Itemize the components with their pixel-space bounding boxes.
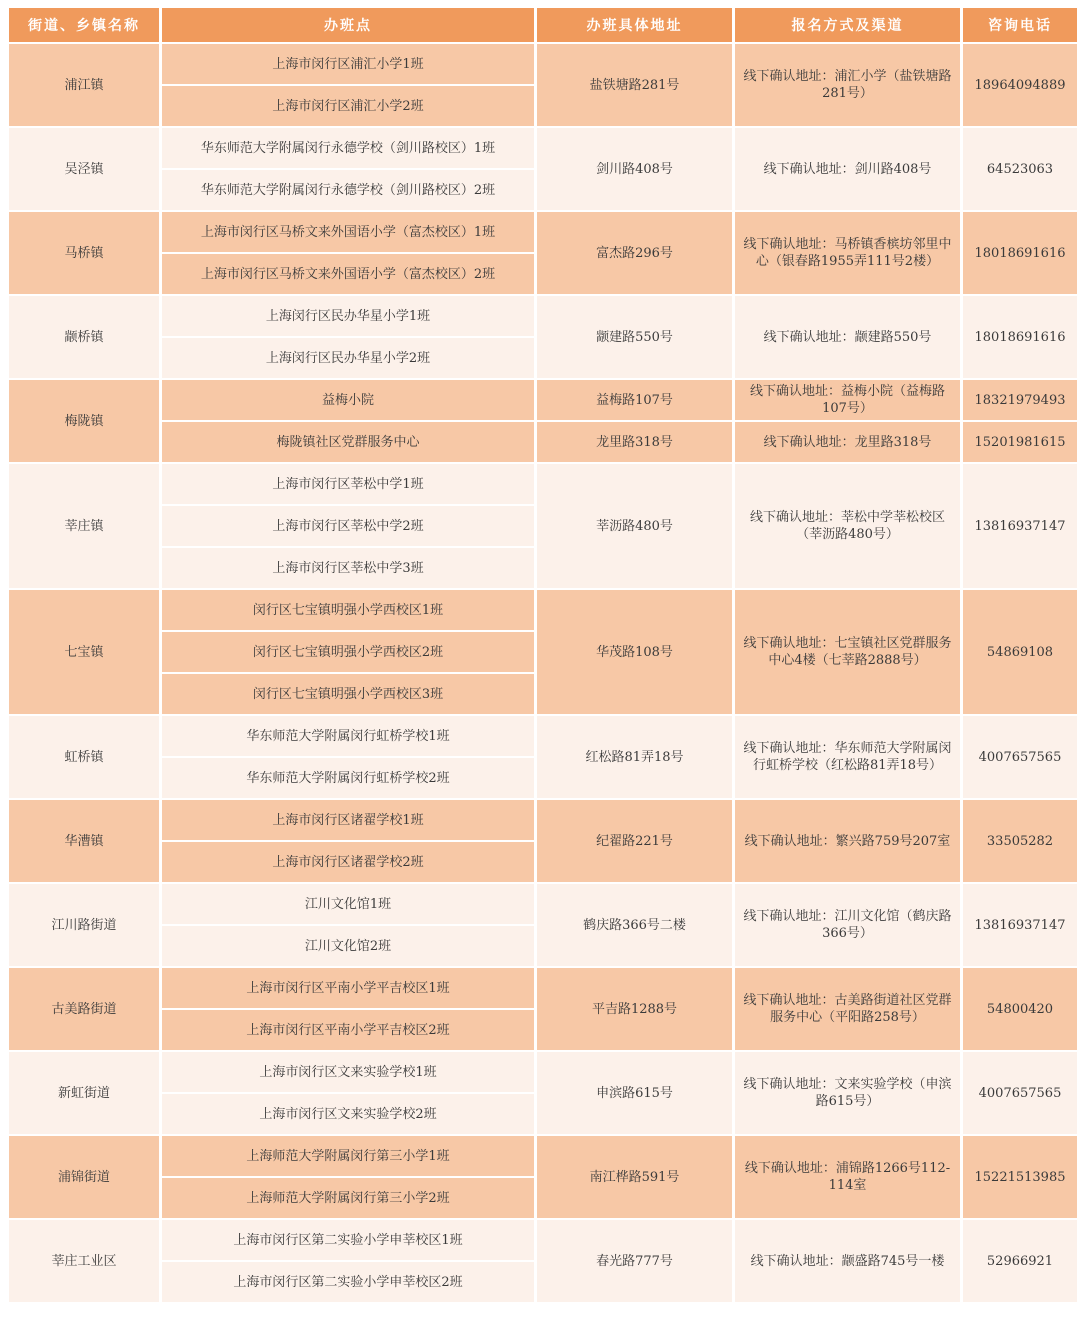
cell-site: 上海闵行区民办华星小学1班	[162, 296, 534, 336]
header-town: 街道、乡镇名称	[9, 8, 159, 42]
cell-site: 上海师范大学附属闵行第三小学2班	[162, 1178, 534, 1218]
cell-address: 纪翟路221号	[537, 800, 732, 882]
cell-signup: 线下确认地址：颛建路550号	[735, 296, 960, 378]
cell-signup: 线下确认地址：七宝镇社区党群服务中心4楼（七莘路2888号）	[735, 590, 960, 714]
cell-site: 华东师范大学附属闵行虹桥学校2班	[162, 758, 534, 798]
table-row	[9, 422, 1077, 462]
cell-town: 华漕镇	[9, 800, 159, 882]
cell-address: 南江桦路591号	[537, 1136, 732, 1218]
cell-town: 七宝镇	[9, 590, 159, 714]
cell-phone: 18321979493	[963, 380, 1077, 420]
table-row	[9, 128, 1077, 168]
cell-site: 梅陇镇社区党群服务中心	[162, 422, 534, 462]
cell-signup: 线下确认地址：马桥镇香槟坊邻里中心（银春路1955弄111号2楼）	[735, 212, 960, 294]
cell-site: 上海市闵行区平南小学平吉校区1班	[162, 968, 534, 1008]
cell-town: 新虹街道	[9, 1052, 159, 1134]
cell-site: 上海市闵行区诸翟学校1班	[162, 800, 534, 840]
cell-signup: 线下确认地址：剑川路408号	[735, 128, 960, 210]
table-row	[9, 590, 1077, 630]
table-body	[9, 44, 1077, 1302]
cell-site: 上海市闵行区平南小学平吉校区2班	[162, 1010, 534, 1050]
table-row	[9, 464, 1077, 504]
cell-site: 上海市闵行区莘松中学2班	[162, 506, 534, 546]
cell-phone: 54800420	[963, 968, 1077, 1050]
cell-phone: 52966921	[963, 1220, 1077, 1302]
cell-site: 江川文化馆2班	[162, 926, 534, 966]
cell-site: 上海市闵行区第二实验小学申莘校区2班	[162, 1262, 534, 1302]
header-signup: 报名方式及渠道	[735, 8, 960, 42]
cell-phone: 15201981615	[963, 422, 1077, 462]
cell-site: 江川文化馆1班	[162, 884, 534, 924]
cell-signup: 线下确认地址：浦锦路1266号112-114室	[735, 1136, 960, 1218]
cell-site: 上海闵行区民办华星小学2班	[162, 338, 534, 378]
cell-phone: 4007657565	[963, 1052, 1077, 1134]
cell-phone: 13816937147	[963, 464, 1077, 588]
cell-address: 剑川路408号	[537, 128, 732, 210]
cell-signup: 线下确认地址：颛盛路745号一楼	[735, 1220, 960, 1302]
table-row	[9, 380, 1077, 420]
cell-site: 上海市闵行区莘松中学3班	[162, 548, 534, 588]
cell-address: 鹤庆路366号二楼	[537, 884, 732, 966]
cell-town: 莘庄工业区	[9, 1220, 159, 1302]
class-registration-table	[6, 6, 1080, 1304]
cell-town: 颛桥镇	[9, 296, 159, 378]
cell-site: 华东师范大学附属闵行虹桥学校1班	[162, 716, 534, 756]
cell-phone: 64523063	[963, 128, 1077, 210]
cell-site: 上海市闵行区文来实验学校2班	[162, 1094, 534, 1134]
cell-town: 马桥镇	[9, 212, 159, 294]
cell-address: 盐铁塘路281号	[537, 44, 732, 126]
table-row	[9, 1136, 1077, 1176]
cell-signup: 线下确认地址：龙里路318号	[735, 422, 960, 462]
registration-table-container	[6, 6, 1074, 1304]
cell-signup: 线下确认地址：古美路街道社区党群服务中心（平阳路258号）	[735, 968, 960, 1050]
cell-site: 上海市闵行区浦汇小学2班	[162, 86, 534, 126]
table-row	[9, 968, 1077, 1008]
cell-site: 闵行区七宝镇明强小学西校区2班	[162, 632, 534, 672]
cell-address: 颛建路550号	[537, 296, 732, 378]
cell-phone: 15221513985	[963, 1136, 1077, 1218]
cell-town: 虹桥镇	[9, 716, 159, 798]
table-row	[9, 1220, 1077, 1260]
cell-phone: 4007657565	[963, 716, 1077, 798]
cell-address: 春光路777号	[537, 1220, 732, 1302]
header-phone: 咨询电话	[963, 8, 1077, 42]
table-row	[9, 884, 1077, 924]
cell-town: 梅陇镇	[9, 380, 159, 462]
cell-address: 华茂路108号	[537, 590, 732, 714]
cell-address: 平吉路1288号	[537, 968, 732, 1050]
table-row	[9, 212, 1077, 252]
cell-site: 上海市闵行区文来实验学校1班	[162, 1052, 534, 1092]
cell-town: 吴泾镇	[9, 128, 159, 210]
cell-address: 莘沥路480号	[537, 464, 732, 588]
cell-town: 浦锦街道	[9, 1136, 159, 1218]
cell-site: 益梅小院	[162, 380, 534, 420]
table-row	[9, 800, 1077, 840]
cell-site: 华东师范大学附属闵行永德学校（剑川路校区）2班	[162, 170, 534, 210]
cell-town: 浦江镇	[9, 44, 159, 126]
cell-address: 红松路81弄18号	[537, 716, 732, 798]
cell-signup: 线下确认地址：益梅小院（益梅路107号）	[735, 380, 960, 420]
cell-town: 莘庄镇	[9, 464, 159, 588]
table-row	[9, 716, 1077, 756]
cell-site: 上海市闵行区马桥文来外国语小学（富杰校区）1班	[162, 212, 534, 252]
cell-address: 申滨路615号	[537, 1052, 732, 1134]
cell-phone: 18018691616	[963, 212, 1077, 294]
cell-phone: 54869108	[963, 590, 1077, 714]
cell-phone: 33505282	[963, 800, 1077, 882]
header-address: 办班具体地址	[537, 8, 732, 42]
header-site: 办班点	[162, 8, 534, 42]
cell-signup: 线下确认地址：华东师范大学附属闵行虹桥学校（红松路81弄18号）	[735, 716, 960, 798]
cell-address: 富杰路296号	[537, 212, 732, 294]
cell-site: 闵行区七宝镇明强小学西校区1班	[162, 590, 534, 630]
cell-signup: 线下确认地址：江川文化馆（鹤庆路366号）	[735, 884, 960, 966]
cell-address: 龙里路318号	[537, 422, 732, 462]
cell-site: 上海师范大学附属闵行第三小学1班	[162, 1136, 534, 1176]
cell-signup: 线下确认地址：莘松中学莘松校区（莘沥路480号）	[735, 464, 960, 588]
cell-site: 上海市闵行区浦汇小学1班	[162, 44, 534, 84]
cell-site: 上海市闵行区莘松中学1班	[162, 464, 534, 504]
cell-signup: 线下确认地址：文来实验学校（申滨路615号）	[735, 1052, 960, 1134]
cell-phone: 18018691616	[963, 296, 1077, 378]
table-row	[9, 296, 1077, 336]
cell-site: 上海市闵行区诸翟学校2班	[162, 842, 534, 882]
cell-site: 上海市闵行区第二实验小学申莘校区1班	[162, 1220, 534, 1260]
cell-phone: 13816937147	[963, 884, 1077, 966]
cell-site: 华东师范大学附属闵行永德学校（剑川路校区）1班	[162, 128, 534, 168]
cell-town: 江川路街道	[9, 884, 159, 966]
cell-town: 古美路街道	[9, 968, 159, 1050]
cell-site: 闵行区七宝镇明强小学西校区3班	[162, 674, 534, 714]
cell-address: 益梅路107号	[537, 380, 732, 420]
table-header	[9, 8, 1077, 42]
cell-phone: 18964094889	[963, 44, 1077, 126]
cell-signup: 线下确认地址：浦汇小学（盐铁塘路281号）	[735, 44, 960, 126]
cell-signup: 线下确认地址：繁兴路759号207室	[735, 800, 960, 882]
table-row	[9, 1052, 1077, 1092]
table-row	[9, 44, 1077, 84]
cell-site: 上海市闵行区马桥文来外国语小学（富杰校区）2班	[162, 254, 534, 294]
